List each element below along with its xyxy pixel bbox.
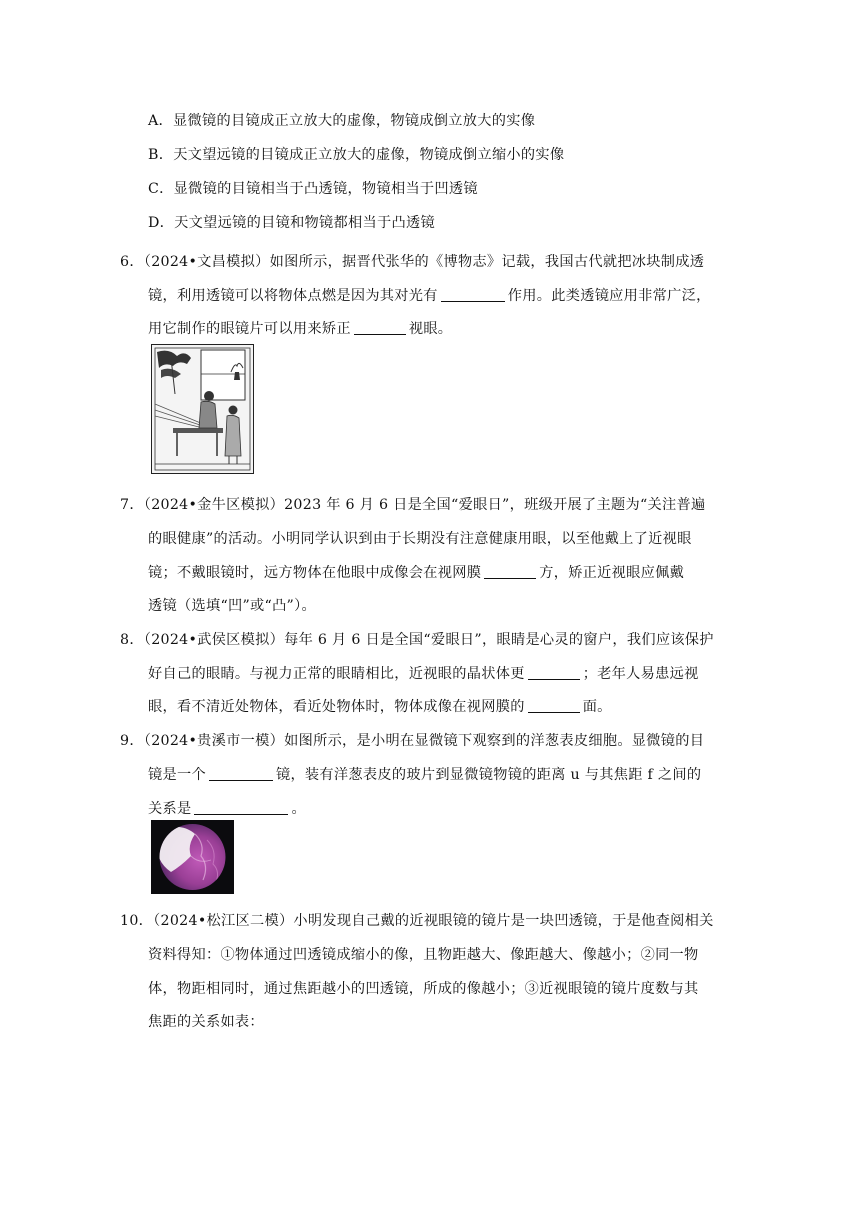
q7-text-b: 方，矫正近视眼应佩戴 [539,565,685,581]
q9-blank-2[interactable] [194,800,288,815]
q8-line-3 [148,698,612,716]
q7-text-a: 镜；不戴眼镜时，远方物体在他眼中成像会在视网膜 [148,565,482,581]
q8-text-d: 面。 [582,699,612,715]
q6-line-3 [148,320,452,338]
q10-line-2: 资料得知：①物体通过凹透镜成缩小的像，且物距越大、像距越大、像越小；②同一物 [148,947,699,963]
q6-blank-2[interactable] [354,320,406,335]
q9-text-a: 镜是一个 [148,767,206,783]
q5-option-a: A．显微镜的目镜成正立放大的虚像，物镜成倒立放大的实像 [148,113,536,129]
q8-line-1: 8．（2024•武侯区模拟）每年 6 月 6 日是全国“爱眼日”，眼睛是心灵的窗户，我们应该保护 [120,632,714,648]
q9-line-1: 9．（2024•贵溪市一模）如图所示，是小明在显微镜下观察到的洋葱表皮细胞。显微镜的目 [120,733,705,749]
q5-option-c: C．显微镜的目镜相当于凸透镜，物镜相当于凹透镜 [148,181,478,197]
q7-line-1: 7．（2024•金牛区模拟）2023 年 6 月 6 日是全国“爱眼日”，班级开展了主题为“关注普遍 [120,497,706,513]
q8-line-2 [148,665,699,683]
q10-line-4: 焦距的关系如表： [148,1014,264,1030]
q5-option-d: D．天文望远镜的目镜和物镜都相当于凸透镜 [148,215,435,231]
q7-line-2: 的眼健康”的活动。小明同学认识到由于长期没有注意健康用眼，以至他戴上了近视眼 [148,531,692,547]
q6-text-c: 用它制作的眼镜片可以用来矫正 [148,321,351,337]
q7-line-4: 透镜（选填“凹”或“凸”）。 [148,598,316,614]
q6-blank-1[interactable] [441,287,505,302]
q9-blank-1[interactable] [209,766,273,781]
q7-line-3 [148,564,684,582]
q6-line-1: 6．（2024•文昌模拟）如图所示，据晋代张华的《博物志》记载，我国古代就把冰块制成透 [120,254,705,270]
q8-blank-2[interactable] [528,698,580,713]
q9-line-3 [148,800,306,818]
q9-text-d: 。 [291,801,306,817]
q8-text-b: ；老年人易患远视 [582,666,699,682]
q6-text-d: 视眼。 [408,321,453,337]
q6-illustration [151,344,254,474]
q5-option-b: B．天文望远镜的目镜成正立放大的虚像，物镜成倒立缩小的实像 [148,147,565,163]
q6-text-a: 镜，利用透镜可以将物体点燃是因为其对光有 [148,288,438,304]
q9-text-b: 镜，装有洋葱表皮的玻片到显微镜物镜的距离 u 与其焦距 f 之间的 [275,767,702,783]
q8-blank-1[interactable] [528,665,580,680]
q7-blank-1[interactable] [484,564,536,579]
q10-line-1: 10．（2024•松江区二模）小明发现自己戴的近视眼镜的镜片是一块凹透镜，于是他查阅相关 [120,913,714,929]
q10-line-3: 体，物距相同时，通过焦距越小的凹透镜，所成的像越小；③近视眼镜的镜片度数与其 [148,981,699,997]
q8-text-a: 好自己的眼睛。与视力正常的眼睛相比，近视眼的晶状体更 [148,666,525,682]
q6-text-b: 作用。此类透镜应用非常广泛， [507,288,711,304]
q8-text-c: 眼，看不清近处物体，看近处物体时，物体成像在视网膜的 [148,699,525,715]
q6-line-2 [148,287,711,305]
q9-line-2 [148,766,701,784]
microscope-image [151,820,234,894]
q9-text-c: 关系是 [148,801,192,817]
